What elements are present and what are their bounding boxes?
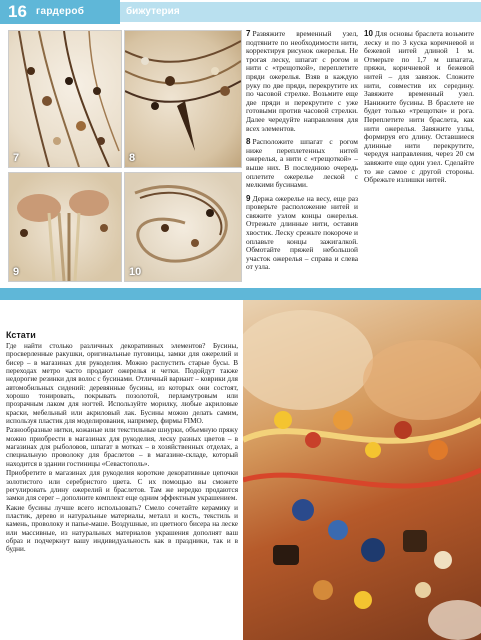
step-9 — [246, 195, 358, 272]
step-7 — [246, 30, 358, 133]
header-section-bar — [0, 0, 120, 24]
necklace-strands-illustration — [9, 31, 121, 167]
instructions-column-1 — [246, 30, 358, 277]
tips-decoration-strip — [0, 300, 240, 328]
section-divider — [0, 288, 481, 300]
step-number: 9 — [246, 193, 251, 203]
step-8 — [246, 138, 358, 190]
beads-collection-photo — [243, 300, 481, 640]
tips-paragraph: Приобретите в магазинах для рукоделия короткие декоративные цепочки золотистого или серебристого цвета. С их помощью вы сможете регулировать длину ожерелий и браслетов. Там же нередко продаются замки для серег – дополните комплект еще одним эффектным украшением. — [6, 469, 238, 503]
photo-step-9 — [8, 172, 122, 282]
section-title: гардероб — [36, 6, 85, 17]
tips-title: Кстати — [6, 330, 36, 340]
step-number: 7 — [246, 29, 251, 38]
photo-step-10 — [124, 172, 242, 282]
page-header — [0, 0, 481, 24]
step-text: Расположите шпагат с рогом ниже переплетенных нитей ожерелья, а нити с «трещоткой» – выше них. В последнюю очередь оплетите ожерелье леской с мелкими бусинами. — [246, 137, 358, 190]
photo-number: 9 — [13, 266, 20, 278]
step-text: Развяжите временный узел, подтяните по необходимости нити, корректируя рисунок ожерелья. Не трогая леску, шпагат с рогом и нити с «трещоткой», переплетите пряди ожерелья. Взяв в каждую руку по две пряди, перекрутите их по часовой стрелке. Возьмите еще две пряди и перекрутите с уже готовыми против часовой стрелки. Далее чередуйте направления для всех элементов. — [246, 29, 358, 133]
step-text: Держа ожерелье на весу, еще раз проверьте расположение нитей и свяжите узлом концы ожерелья. Отрежьте длинные нити, оставив хвостик. Леску срежьте покороче и оплавьте концы зажигалкой. Обмотайте пряжей небольшой участок ожерелья – справа и слева от узла. — [246, 193, 358, 272]
tips-paragraph: Где найти столько различных декоративных элементов? Бусины, просверленные ракушки, оригинальные пуговицы, замки для ожерелий и бисер – в магазинах для рукоделия. Можно распустить старые бусы. В переходах метро часто продают ожерелья и четки. Подойдут также недорогие резинки для волос с бусинами. Отличный вариант – коврики для автомобильных сидений: деревянные бусины, из которых они состоят, хорошо тонировать, покрывать позолотой, перламутровым или прозрачным лаком для ногтей. Используйте морилку, любые акриловые краски, мебельный или акриловый лак. Бусины можно делать самим, используя пластик для моделирования, например, фирмы FIMO. — [6, 342, 238, 426]
step-number: 10 — [364, 29, 373, 38]
step-number: 8 — [246, 137, 251, 147]
step-10 — [364, 30, 474, 185]
instructions-column-2 — [364, 30, 474, 190]
subsection-title: бижутерия — [126, 6, 180, 17]
tips-body — [6, 342, 238, 555]
page-number: 16 — [8, 2, 27, 21]
bracelet-illustration — [125, 173, 241, 281]
necklace-horn-illustration — [125, 31, 241, 167]
step-text: Для основы браслета возьмите леску и по 3 куска коричневой и бежевой нитей длиной 1 м. Отмерьте по 1,7 м шпагата, пряжи, коричневой и бежевой нитей – для завязок. Сложите нити, совместив их середину. Завяжите временный узел. Нанижите бусины. В браслете не будет только «трещотки» и рога. Переплетите нити браслета, как нити ожерелья. Завяжите узлы, формируя его длину. Оставшиеся длинные нити перекрутите, чередуя направления, через 20 см завяжите еще один узел. Сделайте то же самое с другой стороны. Обрежьте излишки нитей. — [364, 29, 474, 185]
photo-number: 10 — [129, 266, 142, 278]
tips-paragraph: Какие бусины лучше всего использовать? Смело сочетайте керамику и пластик, дерево и натуральные материалы, металл и кость, текстиль и камень, проволоку и папье-маше. Воздушные, из цветного бисера на леске или массивные, из натуральных материалов украшения дополнят ваш образ и подчеркнут вашу индивидуальность как в праздники, так и в будни. — [6, 503, 238, 554]
tips-box — [0, 300, 240, 640]
photo-number: 7 — [13, 152, 20, 164]
tying-knot-illustration — [9, 173, 121, 281]
photo-step-7 — [8, 30, 122, 168]
photo-step-8 — [124, 30, 242, 168]
beads-illustration — [243, 300, 481, 640]
photo-number: 8 — [129, 152, 136, 164]
tips-paragraph: Разнообразные нитки, кожаные или текстильные шнурки, объемную пряжу можно приобрести в магазинах для рукоделия, леску разных цветов – в магазинах для рыболовов, шпагат в мотках – в хозяйственных отделах, а специальную проволоку для браслетов – в магазине-складе, который находится в здании гостиницы «Севастополь». — [6, 426, 238, 468]
header-subsection-bar — [120, 2, 481, 22]
